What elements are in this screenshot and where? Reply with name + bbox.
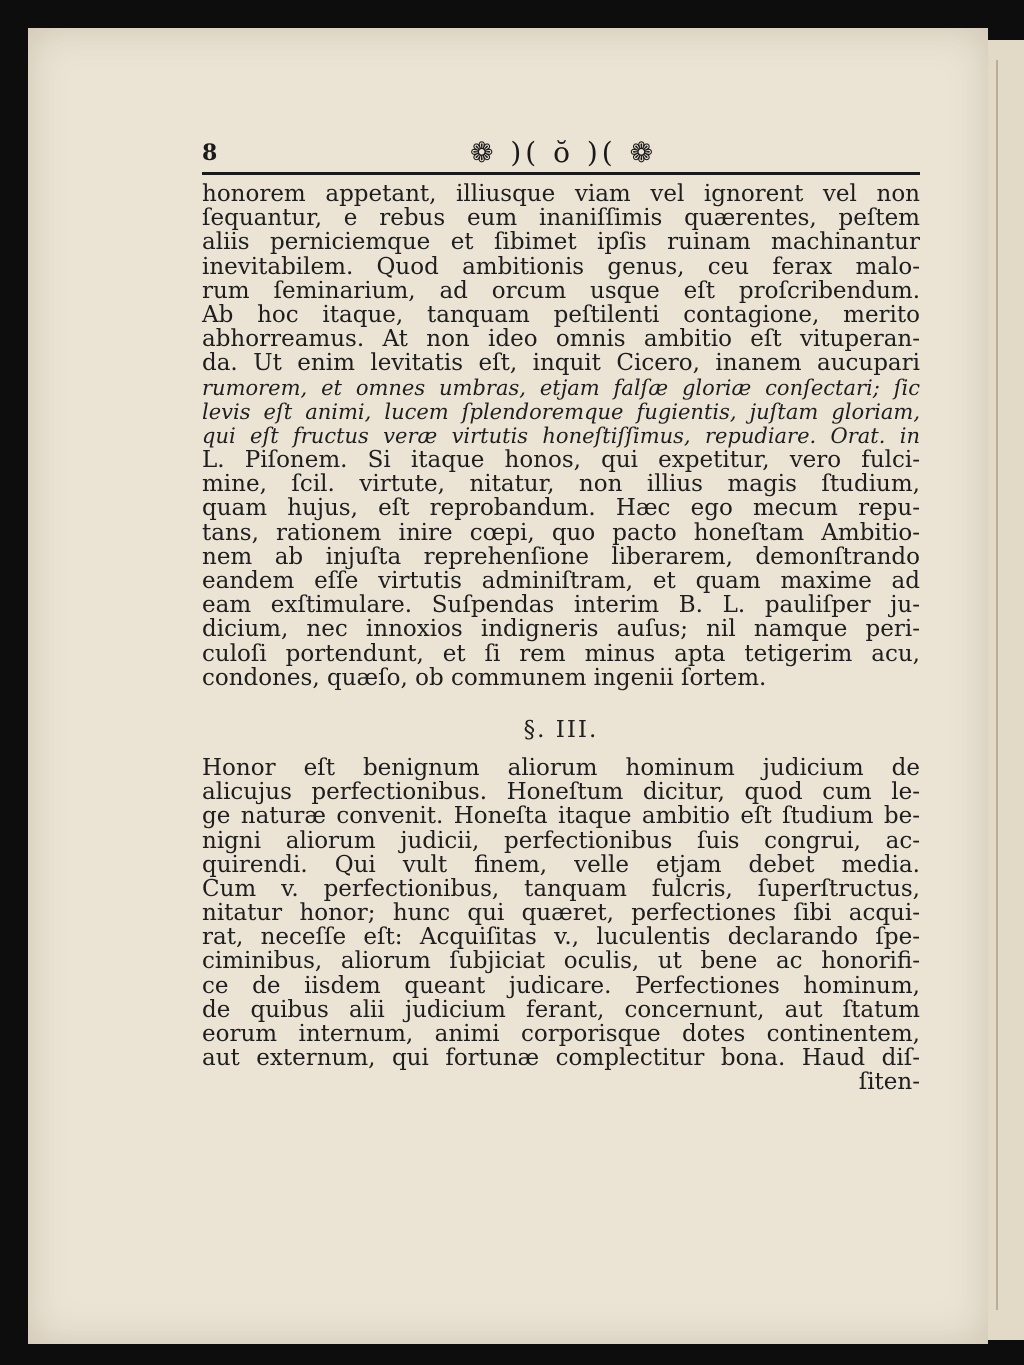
section-heading: §. III. (523, 716, 599, 743)
text-line: culoſi portendunt, et ſi rem minus apta tetigerim acu, (202, 640, 920, 667)
running-head (202, 136, 920, 180)
next-page-edge (988, 40, 1024, 1340)
page-number: 8 (202, 140, 218, 166)
text-line: ciminibus, aliorum ſubjiciat oculis, ut bene ac honorifi- (202, 948, 920, 975)
text-line: abhorreamus. At non ideo omnis ambitio eſt vituperan- (202, 326, 920, 353)
text-line: Honor eſt benignum aliorum hominum judicium de (202, 754, 920, 781)
text-line-quote: qui eſt fructus veræ virtutis honeſtiſſimus, repudiare. Orat. in (202, 423, 920, 448)
text-line: condones, quæſo, ob communem ingenii ſortem. (202, 664, 767, 691)
text-line: nitatur honor; hunc qui quæret, perfectiones ſibi acqui- (202, 900, 920, 927)
text-line-quote: rumorem, et omnes umbras, etjam falſæ gloriæ conſectari; ſic (202, 375, 920, 400)
text-line: aliis perniciemque et ſibimet ipſis ruinam machinantur (202, 229, 920, 256)
text-line: dicium, nec innoxios indigneris auſus; nil namque peri- (202, 616, 920, 643)
text-line: ce de iisdem queant judicare. Perfectiones hominum, (202, 972, 920, 999)
head-rule (202, 172, 920, 175)
text-line: eorum internum, animi corporisque dotes continentem, (202, 1021, 920, 1047)
text-line: honorem appetant, illiusque viam vel ignorent vel non (202, 181, 920, 207)
text-line-quote: levis eſt animi, lucem ſplendoremque fugientis, juſtam gloriam, (202, 399, 920, 424)
text-line: eam exſtimulare. Suſpendas interim B. L. pauliſper ju- (202, 592, 920, 619)
text-line: inevitabilem. Quod ambitionis genus, ceu ferax malo- (202, 253, 920, 280)
text-line: Ab hoc itaque, tanquam peſtilenti contagione, merito (202, 301, 920, 328)
head-ornament: ❁ )( ŏ )( ❁ (470, 136, 658, 169)
text-line: quam hujus, eſt reprobandum. Hæc ego mecum repu- (202, 495, 920, 522)
text-line: de quibus alii judicium ferant, concernunt, aut ſtatum (202, 996, 920, 1023)
text-line: ſequantur, e rebus eum inaniſſimis quærentes, peſtem (202, 205, 920, 232)
text-line: Cum v. perfectionibus, tanquam fulcris, ſuperſtructus, (202, 875, 920, 902)
text-line: nem ab injuſta reprehenſione liberarem, demonſtrando (202, 543, 920, 570)
text-line: rat, neceſſe eſt: Acquiſitas v., luculentis declarando ſpe- (202, 924, 920, 951)
text-line: rum ſeminarium, ad orcum usque eſt proſcribendum. (202, 277, 920, 304)
catchword: ſiten- (858, 1069, 920, 1096)
text-line: mine, ſcil. virtute, nitatur, non illius magis ſtudium, (202, 471, 920, 498)
text-line: ge naturæ convenit. Honeſta itaque ambitio eſt ſtudium be- (202, 803, 920, 830)
text-line: quirendi. Qui vult finem, velle etjam debet media. (202, 851, 920, 878)
text-line: tans, rationem inire cœpi, quo pacto honeſtam Ambitio- (202, 519, 920, 546)
text-line: aut externum, qui fortunæ complectitur bona. Haud diſ- (202, 1045, 920, 1072)
text-line: alicujus perfectionibus. Honeſtum dicitur, quod cum le- (202, 779, 920, 806)
page-text (202, 182, 920, 1095)
page-gutter-line (996, 60, 998, 1310)
text-line: L. Piſonem. Si itaque honos, qui expetitur, vero fulci- (202, 447, 920, 474)
text-line: eandem eſſe virtutis adminiſtram, et quam maxime ad (202, 568, 920, 594)
text-line: da. Ut enim levitatis eſt, inquit Cicero, inanem aucupari (202, 350, 920, 377)
text-line: nigni aliorum judicii, perfectionibus ſuis congrui, ac- (202, 827, 920, 854)
